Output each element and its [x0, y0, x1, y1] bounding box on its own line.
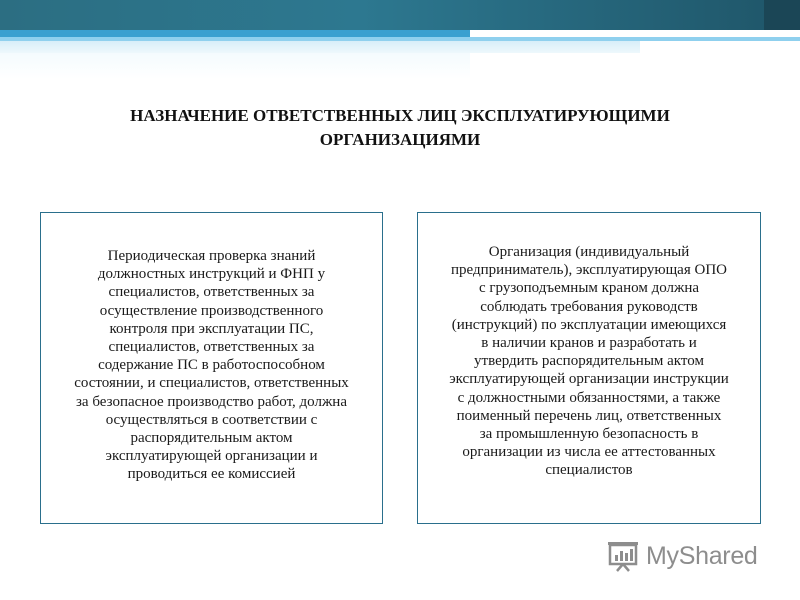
header-stripe-blue: [0, 30, 470, 37]
left-info-box: [40, 212, 383, 524]
left-info-text: Периодическая проверка знаний должностных инструкций и ФНП у специалистов, ответственных за осуществление производственного контроля при эксплуатации ПС, специалистов, ответственных за содержание ПС в работоспособном состоянии, и специалистов, ответственных за безопасное производство работ, должна осуществляться в соответствии с распорядительным актом эксплуатирующей организации и проводиться ее комиссией: [74, 248, 349, 483]
header-band: [0, 0, 800, 30]
slide-title: НАЗНАЧЕНИЕ ОТВЕТСТВЕННЫХ ЛИЦ ЭКСПЛУАТИРУЮЩИМИ ОРГАНИЗАЦИЯМИ: [130, 106, 670, 149]
header-stripe-fade: [0, 53, 470, 79]
header-stripe-pale: [0, 41, 640, 53]
presentation-board-icon: [606, 539, 640, 573]
right-info-box: [417, 212, 761, 524]
header-band-corner: [764, 0, 800, 30]
right-info-text: Организация (индивидуальный предприниматель), эксплуатирующая ОПО с грузоподъемным краном должна соблюдать требования руководств (инструкций) по эксплуатации имеющихся в наличии кранов и разработать и утвердить распорядительным актом эксплуатирующей организации инструкции с должностными обязанностями, а также поименный перечень лиц, ответственных за промышленную безопасность в организации из числа ее аттестованных специалистов: [449, 244, 729, 479]
watermark-text: MyShared: [646, 541, 758, 570]
myshared-watermark: [606, 536, 758, 576]
